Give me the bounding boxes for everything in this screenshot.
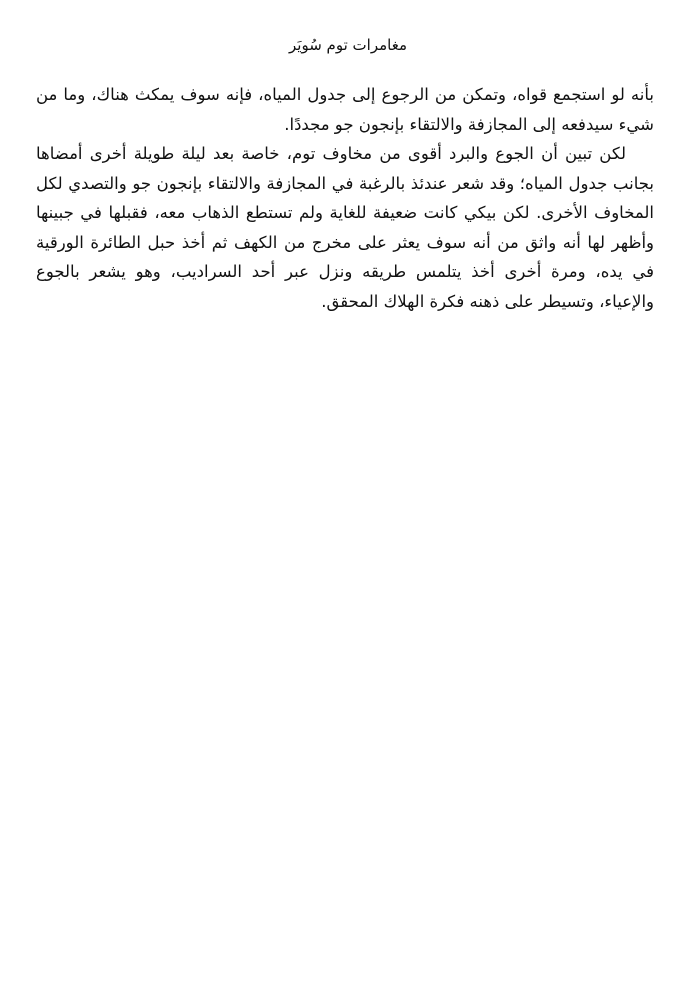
- paragraph-continuation: بأنه لو استجمع قواه، وتمكن من الرجوع إلى جدول المياه، فإنه سوف يمكث هناك، وما من شيء سيدفعه إلى المجازفة والالتقاء بإنجون جو مجددًا.: [36, 85, 654, 134]
- running-header-title: مغامرات توم سُويَر: [289, 36, 407, 54]
- paragraph-main: لكن تبين أن الجوع والبرد أقوى من مخاوف توم، خاصة بعد ليلة طويلة أخرى أمضاها بجانب جدول المياه؛ وقد شعر عندئذ بالرغبة في المجازفة والالتقاء بإنجون جو والتصدي لكل المخاوف الأخرى. لكن بيكي كانت ضعيفة للغاية ولم تستطع الذهاب معه، فقبلها في جبينها وأظهر لها أنه واثق من أنه سوف يعثر على مخرج من الكهف ثم أخذ حبل الطائرة الورقية في يده، ومرة أخرى أخذ يتلمس طريقه ونزل عبر أحد السراديب، وهو يشعر بالجوع والإعياء، وتسيطر على ذهنه فكرة الهلاك المحقق.: [36, 144, 654, 311]
- body-text: [36, 80, 654, 316]
